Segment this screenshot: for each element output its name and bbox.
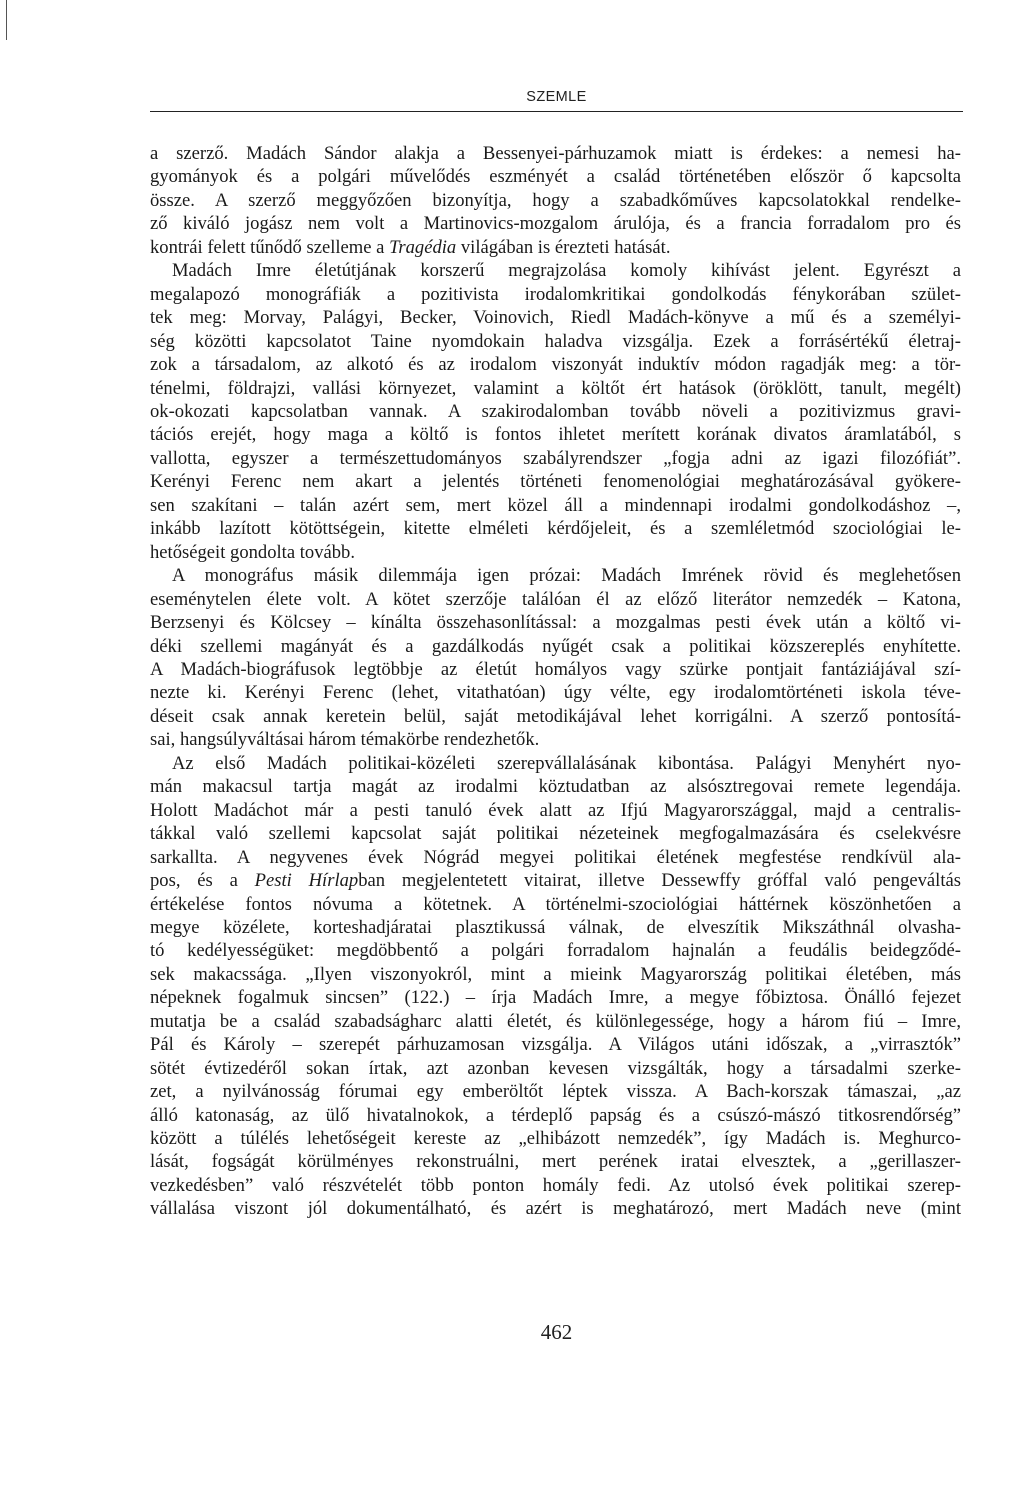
scan-edge-mark xyxy=(6,0,7,40)
text-line: megye közélete, korteshadjáratai plasztikussá válnak, de elveszítik Mikszáthnál olvasha- xyxy=(150,916,961,938)
text-line: mutatja be a család szabadságharc alatti életét, és különlegessége, hogy a három fiú – Imre, xyxy=(150,1010,961,1032)
text-line: lását, fogságát körülményes rekonstruálni, mert perének iratai elvesztek, a „gerillaszer- xyxy=(150,1151,961,1173)
text-line: tek meg: Morvay, Palágyi, Becker, Voinovich, Riedl Madách-könyve a mű és a személyi- xyxy=(150,307,961,329)
text-line: déseit csak annak keretein belül, saját metodikájával lehet korrigálni. A szerző pontosítá- xyxy=(150,705,961,727)
page-number: 462 xyxy=(540,1320,573,1344)
text-line: déki szellemi magányát és a gazdálkodás nyűgét csak a politikai közszereplés enyhítette. xyxy=(150,635,961,657)
text-line: tó kedélyességüket: megdöbbentő a polgári forradalom hajnalán a feudális beidegződé- xyxy=(150,940,961,962)
text-line: ténelmi, földrajzi, vallási környezet, valamint a költőt ért hatások (öröklött, tanult, megélt) xyxy=(150,377,961,399)
text-line: A monográfus másik dilemmája igen prózai: Madách Imrének rövid és meglehetősen xyxy=(172,565,961,587)
text-line: pos, és a Pesti Hírlapban megjelentetett vitairat, illetve Dessewffy gróffal való pengeváltás xyxy=(150,870,961,892)
text-line: ző kiváló jogász nem volt a Martinovics-mozgalom árulója, és a francia forradalom pro és xyxy=(150,213,961,235)
italic-title: Pesti Hírlap xyxy=(254,870,359,892)
text-line: tációs erejét, hogy maga a költő is fontos ihletet merített korának divatos áramlatából, s xyxy=(150,424,961,446)
italic-title: Tragédia xyxy=(389,236,457,258)
text-line: tákkal való szellemi kapcsolat saját politikai nézeteinek megfogalmazására és cselekvésre xyxy=(150,823,961,845)
text-line: Pál és Károly – szerepét párhuzamosan vizsgálja. A Világos utáni időszak, a „virrasztók” xyxy=(150,1034,961,1056)
paragraph-2 xyxy=(150,259,961,564)
text-line: Berzsenyi és Kölcsey – kínálta összehasonlítással: a mozgalmas pesti évek után a költő vi- xyxy=(150,612,961,634)
text-line: Madách Imre életútjának korszerű megrajzolása komoly kihívást jelent. Egyrészt a xyxy=(172,260,961,282)
text-line: sötét évtizedéről sokan írtak, azt azonban kevesen vizsgálták, hogy a társadalmi szerke- xyxy=(150,1057,961,1079)
paragraph-3 xyxy=(150,564,961,752)
text-line: nezte ki. Kerényi Ferenc (lehet, vitathatóan) úgy vélte, egy irodalomtörténeti iskola téve- xyxy=(150,682,961,704)
article-body xyxy=(150,142,961,1221)
text-line: vállalása viszont jól dokumentálható, és azért is meghatározó, mert Madách neve (mint xyxy=(150,1198,961,1220)
header-rule xyxy=(150,111,963,112)
text-line: vezkedésben” való részvételét több ponton homály fedi. Az utolsó évek politikai szerep- xyxy=(150,1174,961,1196)
text-line: a szerző. Madách Sándor alakja a Bessenyei-párhuzamok miatt is érdekes: a nemesi ha- xyxy=(150,143,961,164)
text-line: zok a társadalom, az alkotó és az irodalom viszonyát induktív módon ragadják meg: a tör- xyxy=(150,354,961,376)
text-line: Kerényi Ferenc nem akart a jelentés történeti fenomenológiai meghatározásával gyökere- xyxy=(150,471,961,493)
text-line: sai, hangsúlyváltásai három témakörbe rendezhetők. xyxy=(150,729,540,751)
text-line: mán makacsul tartja magát az irodalmi köztudatban az alsósztregovai remete legendája. xyxy=(150,776,961,798)
text-line: sen szakítani – talán azért sem, mert közel áll a mindennapi irodalmi gondolkodáshoz –, xyxy=(150,494,961,516)
paragraph-1 xyxy=(150,142,961,259)
text-line: össze. A szerző meggyőzően bizonyítja, hogy a szabadkőműves kapcsolatokkal rendelke- xyxy=(150,189,961,211)
text-line: zet, a nyilvánosság fórumai egy emberöltőt léptek vissza. A Bach-korszak támaszai, „az xyxy=(150,1081,961,1103)
text-line: kontrái felett tűnődő szelleme a Tragédia világában is érezteti hatását. xyxy=(150,236,671,258)
text-line: között a túlélés lehetőségeit kereste az „elhibázott nemzedék”, így Madách is. Meghurco- xyxy=(150,1128,961,1150)
text-line: sek makacssága. „Ilyen viszonyokról, mint a mieink Magyarország politikai életében, más xyxy=(150,963,961,985)
text-line: népeknek fogalmuk sincsen” (122.) – írja Madách Imre, a megye főbiztosa. Önálló fejezet xyxy=(150,987,961,1009)
text-line: álló katonaság, az ülő hivatalnokok, a térdeplő papság és a csúszó-mászó titkosrendőrség” xyxy=(150,1104,961,1126)
running-head: SZEMLE xyxy=(526,89,587,105)
text-line: Holott Madáchot már a pesti tanuló évek alatt az Ifjú Magyarországgal, majd a centralis- xyxy=(150,799,961,821)
text-line: vallotta, egyszer a természettudományos szabályrendszer „fogja adni az igazi filozófiát”. xyxy=(150,447,961,469)
text-line: ok-okozati kapcsolatban vannak. A szakirodalomban tovább növeli a pozitivizmus gravi- xyxy=(150,400,961,422)
text-line: inkább lazított kötöttségein, kitette elméleti kérdőjeleit, és a szemléletmód szociológiai le- xyxy=(150,518,961,540)
text-line: ség közötti kapcsolatot Taine nyomdokain haladva vizsgálja. Ezek a forrásértékű életraj- xyxy=(150,330,961,352)
text-line: eseménytelen élete volt. A kötet szerzője találóan él az előző literátor nemzedék – Katona, xyxy=(150,588,961,610)
paragraph-4 xyxy=(150,752,961,1221)
text-line: sarkallta. A negyvenes évek Nógrád megyei politikai életének megfestése rendkívül ala- xyxy=(150,846,961,868)
text-line: hetőségeit gondolta tovább. xyxy=(150,541,356,563)
text-line: Az első Madách politikai-közéleti szerepvállalásának kibontása. Palágyi Menyhért nyo- xyxy=(172,752,961,774)
text-line: értékelése fontos nóvuma a kötetnek. A történelmi-szociológiai háttérnek köszönhetően a xyxy=(150,893,961,915)
text-line: megalapozó monográfiák a pozitivista irodalomkritikai gondolkodás fénykorában szület- xyxy=(150,283,961,305)
text-line: gyományok és a polgári művelődés eszményét a család történetében először ő kapcsolta xyxy=(150,166,961,188)
text-line: A Madách-biográfusok legtöbbje az életút homályos vagy szürke pontjait fantáziájával szí- xyxy=(150,658,961,680)
